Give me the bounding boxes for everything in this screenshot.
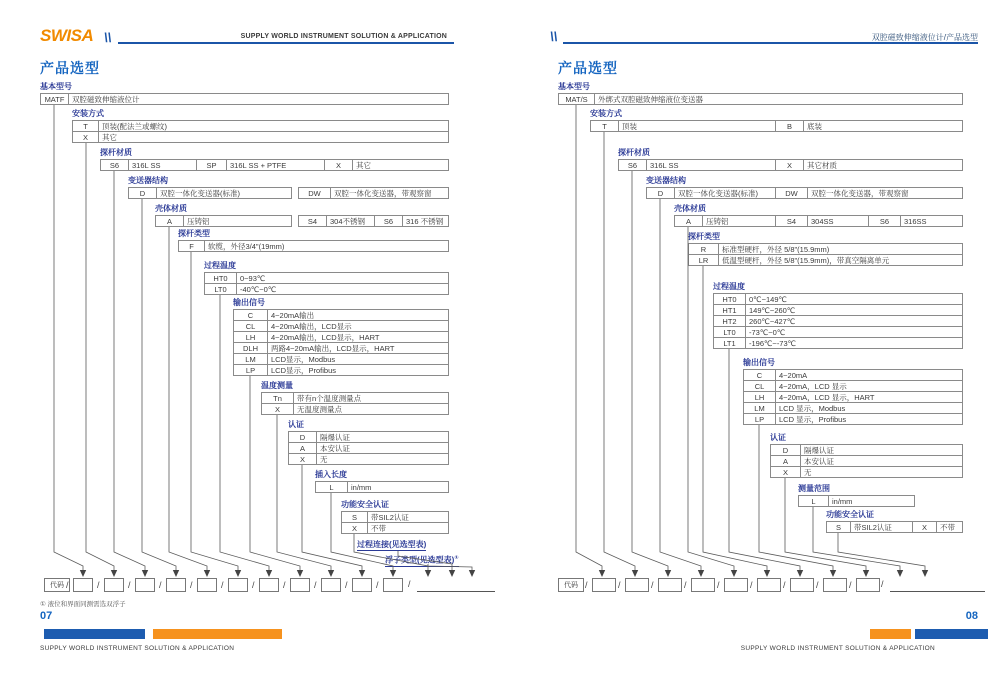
option-desc: 双腔一体化变送器(标准) <box>675 188 776 198</box>
option-row <box>155 215 292 227</box>
footer-bar-blue <box>915 629 988 639</box>
section-label-float-type: 浮子类型(见选型表)① <box>385 555 459 565</box>
option-row <box>204 283 449 295</box>
option-desc: in/mm <box>832 496 853 506</box>
option-desc: 不带 <box>940 522 955 532</box>
option-desc: 外绑式双腔磁致伸缩液位变送器 <box>598 94 703 104</box>
option-desc: 不带 <box>371 523 386 533</box>
footer-slogan: SUPPLY WORLD INSTRUMENT SOLUTION & APPLICATION <box>740 645 935 652</box>
page-title: 产品选型 <box>558 60 618 76</box>
footnote-marker: ① <box>454 555 459 561</box>
code-box <box>658 578 682 592</box>
code-box <box>259 578 279 592</box>
option-desc: 压铸铝 <box>703 216 776 226</box>
option-desc: 本安认证 <box>320 443 350 453</box>
option-row <box>100 159 449 171</box>
option-code: X <box>262 404 294 414</box>
option-code: A <box>289 443 317 453</box>
section-label-rodmat: 探杆材质 <box>618 148 650 157</box>
option-desc: -196℃~-73℃ <box>749 338 797 348</box>
option-desc: 4~20mA输出，LCD显示，HART <box>271 332 380 342</box>
code-fill-line <box>890 578 985 592</box>
option-desc: 软缆，外径3/4"(19mm) <box>208 241 285 251</box>
option-desc: 其它 <box>102 132 117 142</box>
option-code: X <box>776 160 804 170</box>
option-code: CL <box>234 321 268 331</box>
section-label-output: 输出信号 <box>233 298 265 307</box>
option-code: S4 <box>776 216 808 226</box>
option-desc: 顶装 <box>619 121 776 131</box>
option-desc: -40℃~0℃ <box>240 284 277 294</box>
option-row <box>646 187 963 199</box>
option-code: LM <box>744 403 776 413</box>
code-box <box>691 578 715 592</box>
section-label-temp: 过程温度 <box>713 282 745 291</box>
option-code: HT2 <box>714 316 746 326</box>
code-box <box>73 578 93 592</box>
option-code: A <box>771 456 801 466</box>
code-box <box>197 578 217 592</box>
section-label-rodtype: 探杆类型 <box>688 232 720 241</box>
option-row <box>315 481 449 493</box>
code-box <box>290 578 310 592</box>
option-desc: 316SS <box>904 216 927 226</box>
code-box <box>166 578 186 592</box>
option-code: X <box>73 132 99 142</box>
option-code: D <box>289 432 317 442</box>
header-slogan: SUPPLY WORLD INSTRUMENT SOLUTION & APPLICATION <box>240 33 447 40</box>
section-label-install: 安装方式 <box>590 109 622 118</box>
footer-bar-orange <box>153 629 282 639</box>
option-desc: 316 不锈钢 <box>406 216 444 226</box>
option-code: MAT/S <box>559 94 595 104</box>
option-code: MATF <box>41 94 69 104</box>
section-label-housing: 壳体材质 <box>155 204 187 213</box>
option-row <box>298 187 449 199</box>
logo-slash-mark: \\ <box>550 29 558 44</box>
section-label-temp: 过程温度 <box>204 261 236 270</box>
option-code: X <box>289 454 317 464</box>
footnote: ① 液位和界面同测需选双浮子 <box>40 601 126 608</box>
option-desc: 压铸铝 <box>187 216 210 226</box>
option-code: R <box>689 244 719 254</box>
code-box <box>592 578 616 592</box>
option-code: DLH <box>234 343 268 353</box>
option-desc: 4~20mA输出 <box>271 310 315 320</box>
option-code: D <box>129 188 157 198</box>
section-label-housing: 壳体材质 <box>674 204 706 213</box>
option-desc: 带SIL2认证 <box>371 512 409 522</box>
option-row <box>261 403 449 415</box>
option-code: D <box>647 188 675 198</box>
section-label-rodmat: 探杆材质 <box>100 148 132 157</box>
code-box <box>625 578 649 592</box>
option-row <box>798 495 915 507</box>
option-row <box>128 187 292 199</box>
option-code: S6 <box>869 216 901 226</box>
option-code: S6 <box>101 160 129 170</box>
option-row <box>743 413 963 425</box>
option-row-base <box>558 93 963 105</box>
option-desc: 316L SS <box>647 160 776 170</box>
section-label-transmitter: 变送器结构 <box>128 176 168 185</box>
option-row <box>770 466 963 478</box>
option-code: LM <box>234 354 268 364</box>
section-label-sil: 功能安全认证 <box>341 500 389 509</box>
option-desc: 149℃~260℃ <box>749 305 796 315</box>
option-code: LT0 <box>714 327 746 337</box>
option-code: X <box>342 523 368 533</box>
option-code: X <box>325 160 353 170</box>
section-label-base: 基本型号 <box>40 82 72 91</box>
option-code: B <box>776 121 804 131</box>
option-desc: 0~93℃ <box>240 273 266 283</box>
option-desc: LCD显示，Profibus <box>271 365 337 375</box>
code-box <box>757 578 781 592</box>
option-desc: 304不锈钢 <box>327 216 375 226</box>
option-code: LP <box>744 414 776 424</box>
section-label-process-connection: 过程连接(见选型表) <box>357 540 427 549</box>
option-desc: 隔爆认证 <box>320 432 350 442</box>
logo-slash-mark: \\ <box>104 30 112 45</box>
option-desc: 双腔一体化变送器(标准) <box>160 188 240 198</box>
option-row <box>341 522 449 534</box>
option-desc: 标准型硬杆，外径 5/8"(15.9mm) <box>722 244 830 254</box>
option-code: L <box>316 482 348 492</box>
option-code: HT0 <box>714 294 746 304</box>
header-breadcrumb: 双腔磁致伸缩液位计/产品选型 <box>871 33 978 42</box>
option-desc: 无温度测量点 <box>297 404 342 414</box>
option-code: T <box>591 121 619 131</box>
section-label-transmitter: 变送器结构 <box>646 176 686 185</box>
option-desc: 本安认证 <box>804 456 834 466</box>
option-desc: 带SIL2认证 <box>851 522 913 532</box>
section-label-tempmeas: 温度测量 <box>261 381 293 390</box>
option-desc: 顶装(配法兰或螺纹) <box>102 121 167 131</box>
code-fill-line <box>417 578 495 592</box>
option-row <box>688 254 963 266</box>
option-code: LP <box>234 365 268 375</box>
option-code: F <box>179 241 205 251</box>
option-desc: 4~20mA，LCD 显示，HART <box>779 392 875 402</box>
option-row-base <box>40 93 449 105</box>
option-desc: 无 <box>804 467 812 477</box>
option-code: T <box>73 121 99 131</box>
option-desc: 316L SS <box>129 160 197 170</box>
option-code: LR <box>689 255 719 265</box>
option-desc: 双腔一体化变送器，带观察窗 <box>334 188 432 198</box>
option-desc: LCD显示，Modbus <box>271 354 336 364</box>
page-number: 07 <box>40 610 53 622</box>
code-label-box: 代码 <box>558 578 584 592</box>
option-code: LH <box>744 392 776 402</box>
footer-bar-blue <box>44 629 145 639</box>
option-desc: 4~20mA <box>779 370 808 380</box>
section-label-range: 测量范围 <box>798 484 830 493</box>
option-code: L <box>799 496 829 506</box>
option-code: C <box>744 370 776 380</box>
option-desc: 0℃~149℃ <box>749 294 787 304</box>
option-code: LT0 <box>205 284 237 294</box>
option-code: LH <box>234 332 268 342</box>
option-desc: 双腔一体化变送器，带观察窗 <box>811 188 909 198</box>
option-row <box>674 215 963 227</box>
option-desc: 4~20mA输出，LCD显示 <box>271 321 352 331</box>
option-desc: 双腔磁致伸缩液位计 <box>72 94 140 104</box>
code-box <box>383 578 403 592</box>
code-box <box>321 578 341 592</box>
option-desc: 隔爆认证 <box>804 445 834 455</box>
option-desc: 无 <box>320 454 328 464</box>
option-code: X <box>771 467 801 477</box>
code-box <box>228 578 248 592</box>
code-box <box>724 578 748 592</box>
option-desc: -73℃~0℃ <box>749 327 786 337</box>
option-code: D <box>771 445 801 455</box>
code-box <box>856 578 880 592</box>
code-label-box: 代码 <box>44 578 70 592</box>
section-label-base: 基本型号 <box>558 82 590 91</box>
option-row <box>618 159 963 171</box>
code-box <box>135 578 155 592</box>
code-box <box>352 578 372 592</box>
option-code: HT1 <box>714 305 746 315</box>
option-code: HT0 <box>205 273 237 283</box>
section-label-sil: 功能安全认证 <box>826 510 874 519</box>
option-desc: 两路4~20mA输出，LCD显示，HART <box>271 343 395 353</box>
option-desc: 带有n个温度测量点 <box>297 393 362 403</box>
section-label-insert: 插入长度 <box>315 470 347 479</box>
option-row <box>298 215 449 227</box>
option-desc: LCD 显示，Profibus <box>779 414 847 424</box>
option-code: A <box>156 216 184 226</box>
option-code: X <box>913 522 937 532</box>
option-desc: 底装 <box>807 121 822 131</box>
option-row <box>233 364 449 376</box>
option-code: A <box>675 216 703 226</box>
header-rule <box>118 42 454 44</box>
option-code: CL <box>744 381 776 391</box>
option-desc: 316L SS + PTFE <box>227 160 325 170</box>
option-desc: 304SS <box>808 216 869 226</box>
section-label-cert: 认证 <box>288 420 304 429</box>
section-label-output: 输出信号 <box>743 358 775 367</box>
option-code: Tn <box>262 393 294 403</box>
option-desc: 低温型硬杆，外径 5/8"(15.9mm)，带真空隔离单元 <box>722 255 890 265</box>
section-label-rodtype: 探杆类型 <box>178 229 210 238</box>
option-code: S6 <box>375 216 403 226</box>
section-label-install: 安装方式 <box>72 109 104 118</box>
page-number: 08 <box>965 610 978 622</box>
option-row <box>590 120 963 132</box>
code-box <box>104 578 124 592</box>
option-desc: 其它材质 <box>807 160 837 170</box>
option-desc: LCD 显示，Modbus <box>779 403 846 413</box>
option-code: C <box>234 310 268 320</box>
footer-bar-orange <box>870 629 911 639</box>
option-desc: 其它 <box>356 160 371 170</box>
code-box <box>823 578 847 592</box>
option-row <box>72 131 449 143</box>
footer-slogan: SUPPLY WORLD INSTRUMENT SOLUTION & APPLICATION <box>40 645 235 652</box>
option-code: DW <box>776 188 808 198</box>
option-code: S6 <box>619 160 647 170</box>
option-code: S4 <box>299 216 327 226</box>
option-row <box>713 337 963 349</box>
option-row <box>288 453 449 465</box>
swisa-logo: SWISA <box>40 26 94 45</box>
option-row <box>178 240 449 252</box>
option-code: LT1 <box>714 338 746 348</box>
option-desc: 4~20mA，LCD 显示 <box>779 381 847 391</box>
option-code: SP <box>197 160 227 170</box>
section-label-cert: 认证 <box>770 433 786 442</box>
option-code: S <box>827 522 851 532</box>
option-desc: 260℃~427℃ <box>749 316 796 326</box>
page-title: 产品选型 <box>40 60 100 76</box>
code-box <box>790 578 814 592</box>
option-code: S <box>342 512 368 522</box>
option-code: DW <box>299 188 331 198</box>
option-desc: in/mm <box>351 482 372 492</box>
option-row <box>826 521 963 533</box>
